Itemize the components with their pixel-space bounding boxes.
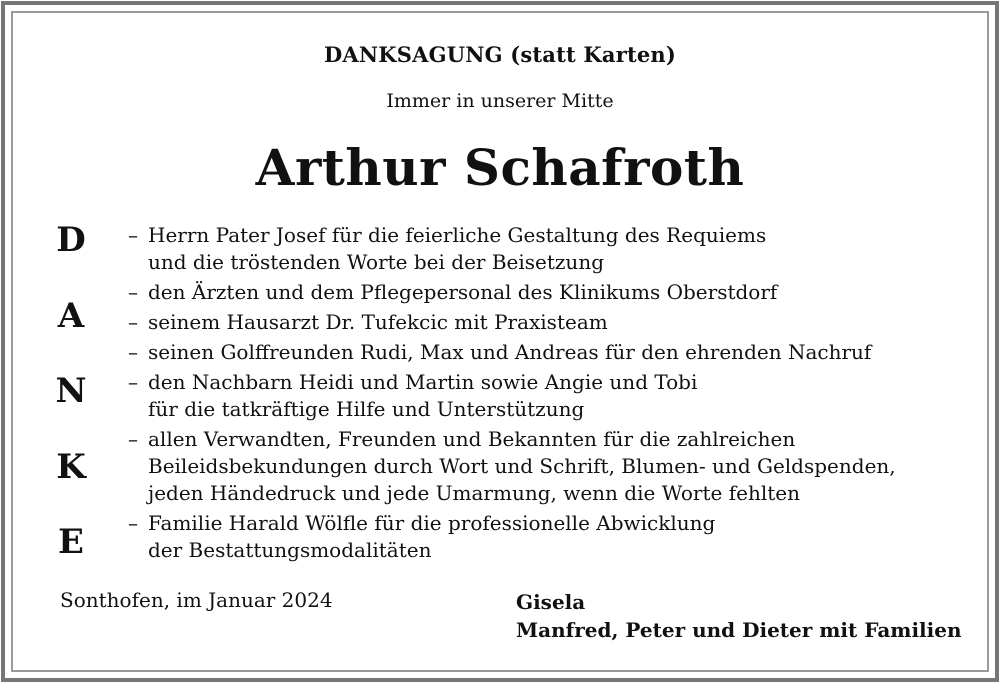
thanks-item bbox=[128, 309, 958, 336]
thanks-item-text bbox=[148, 309, 958, 336]
thanks-line: seinen Golffreunden Rudi, Max und Andreas für den ehrenden Nachruf bbox=[148, 340, 872, 364]
signature-line: Manfred, Peter und Dieter mit Familien bbox=[516, 618, 962, 642]
thanks-line: den Nachbarn Heidi und Martin sowie Angie und Tobi bbox=[148, 370, 698, 394]
thanks-item-text bbox=[148, 510, 958, 564]
deceased-name: Arthur Schafroth bbox=[255, 138, 745, 197]
danke-letter-n: N bbox=[55, 371, 87, 411]
announcement-subheading: Immer in unserer Mitte bbox=[386, 90, 614, 112]
thanks-line: der Bestattungsmodalitäten bbox=[148, 538, 432, 562]
announcement-heading: DANKSAGUNG (statt Karten) bbox=[323, 42, 677, 67]
danke-letter-e: E bbox=[58, 522, 84, 562]
thanks-line: Beileidsbekundungen durch Wort und Schrift, Blumen- und Geldspenden, bbox=[148, 454, 896, 478]
thanks-line: seinem Hausarzt Dr. Tufekcic mit Praxisteam bbox=[148, 310, 608, 334]
thanks-line: Familie Harald Wölfle für die professionelle Abwicklung bbox=[148, 511, 716, 535]
thanks-item bbox=[128, 279, 958, 306]
signature-line: Gisela bbox=[516, 590, 586, 614]
dash-bullet: – bbox=[128, 511, 138, 535]
thanks-item-text bbox=[148, 222, 958, 276]
thanks-item-text bbox=[148, 339, 958, 366]
danke-letter-k: K bbox=[56, 447, 86, 487]
place-and-date: Sonthofen, im Januar 2024 bbox=[60, 588, 333, 612]
thanks-line: jeden Händedruck und jede Umarmung, wenn die Worte fehlten bbox=[148, 481, 800, 505]
thanks-list bbox=[128, 222, 958, 564]
thanks-line: und die tröstenden Worte bei der Beisetzung bbox=[148, 250, 604, 274]
dash-bullet: – bbox=[128, 280, 138, 304]
thanks-line: für die tatkräftige Hilfe und Unterstützung bbox=[148, 397, 585, 421]
thanks-item bbox=[128, 222, 958, 276]
danke-letter-d: D bbox=[56, 220, 86, 260]
dash-bullet: – bbox=[128, 427, 138, 451]
thanks-item-text bbox=[148, 279, 958, 306]
thanks-item bbox=[128, 510, 958, 564]
dash-bullet: – bbox=[128, 310, 138, 334]
thanks-item bbox=[128, 339, 958, 366]
dash-bullet: – bbox=[128, 340, 138, 364]
dash-bullet: – bbox=[128, 370, 138, 394]
thanks-line: Herrn Pater Josef für die feierliche Gestaltung des Requiems bbox=[148, 223, 767, 247]
thanks-item bbox=[128, 426, 958, 507]
signatures bbox=[516, 588, 962, 644]
thanks-item-text bbox=[148, 426, 958, 507]
danke-letter-a: A bbox=[57, 296, 85, 336]
dash-bullet: – bbox=[128, 223, 138, 247]
thanks-item-text bbox=[148, 369, 958, 423]
thanks-item bbox=[128, 369, 958, 423]
thanks-line: den Ärzten und dem Pflegepersonal des Klinikums Oberstdorf bbox=[148, 280, 778, 304]
thanks-line: allen Verwandten, Freunden und Bekannten für die zahlreichen bbox=[148, 427, 796, 451]
